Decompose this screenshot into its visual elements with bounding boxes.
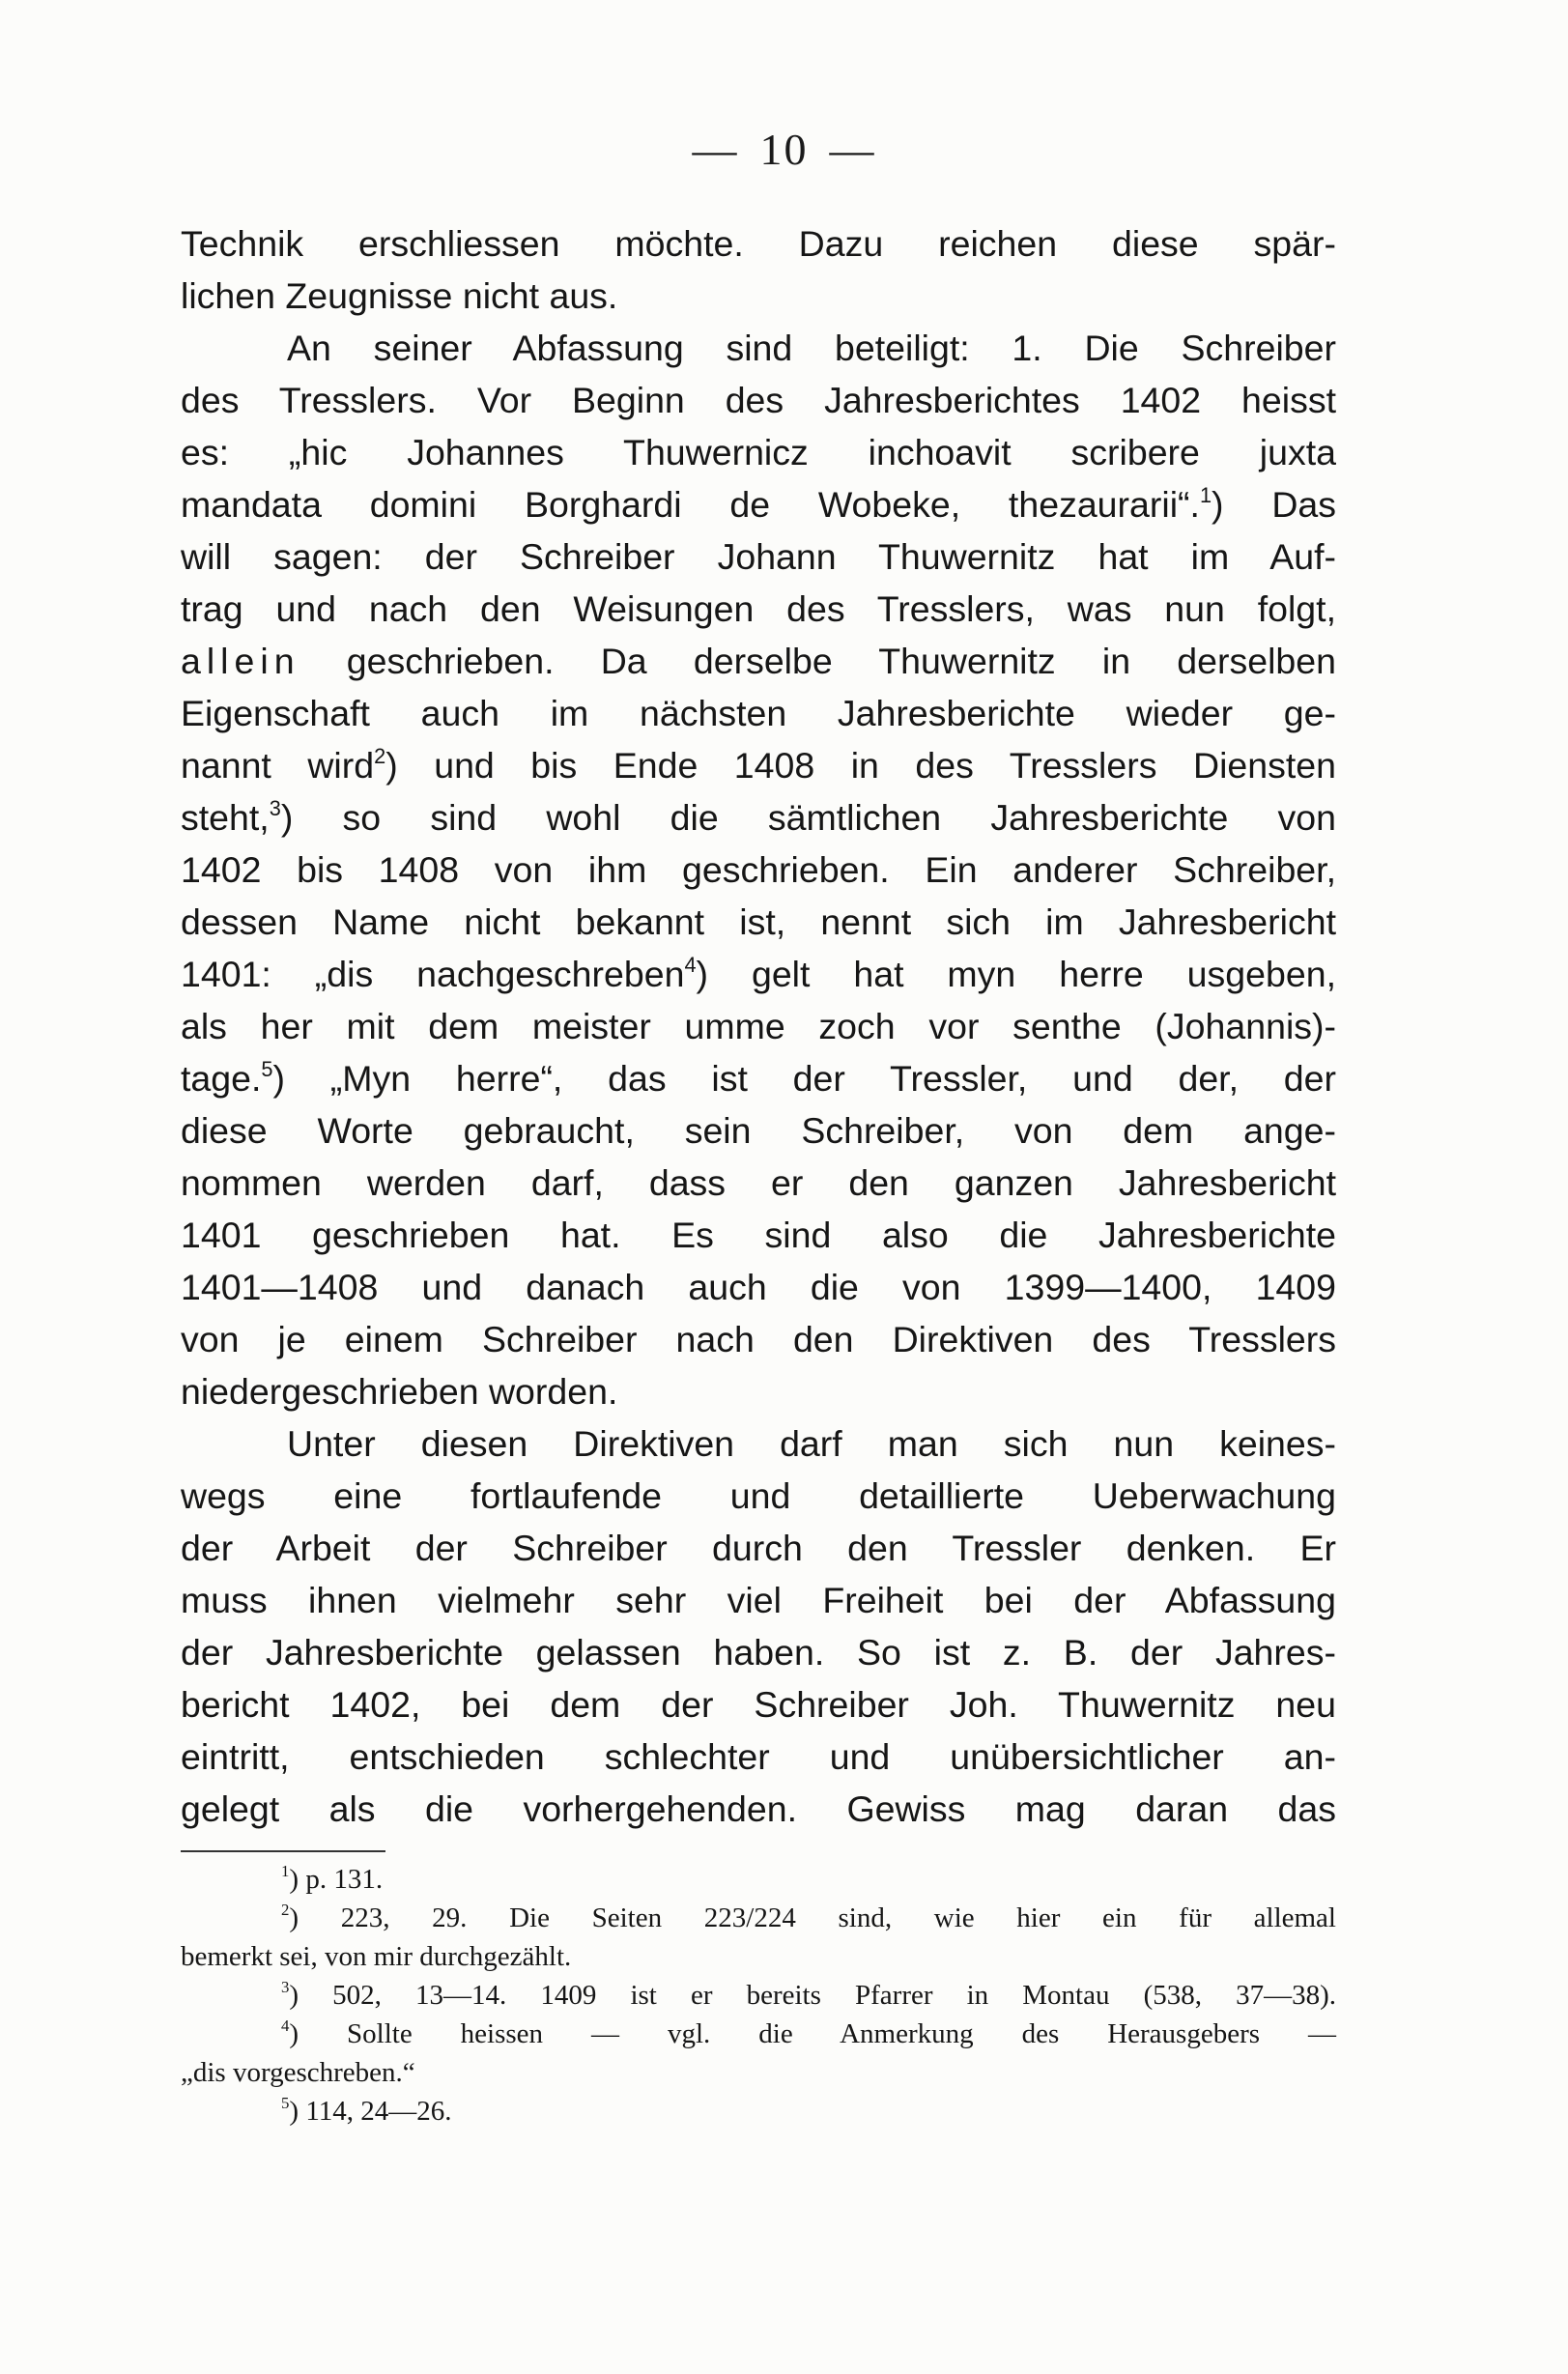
emphasized-word: allein [181,641,300,681]
text-line: muss ihnen vielmehr sehr viel Freiheit bei der Abfassung [181,1580,1336,1620]
footnote [181,1860,1336,1899]
footnote-reference: 3 [269,795,281,820]
text-line: der Arbeit der Schreiber durch den Tressler denken. Er [181,1528,1336,1568]
footnote-mark: 1 [281,1862,290,1881]
page-header [0,124,1568,175]
text-line: nommen werden darf, dass er den ganzen Jahresbericht [181,1162,1336,1203]
footnote-text: ) 114, 24—26. [289,2096,452,2127]
page-number: 10 [759,125,809,174]
text-line: des Tresslers. Vor Beginn des Jahresberichtes 1402 heisst [181,380,1336,420]
footnote-continuation: bemerkt sei, von mir durchgezählt. [181,1941,572,1972]
footnote-reference: 2 [374,743,386,768]
footnote-mark: 4 [281,2016,290,2036]
text-line: niedergeschrieben worden. [181,1371,618,1412]
footnote-divider [181,1850,385,1852]
text-fragment: steht, [181,797,270,838]
footnote-text: ) Sollte heissen — vgl. die Anmerkung des Herausgebers — [289,2018,1336,2049]
text-line: Unter diesen Direktiven darf man sich nun keines- [287,1423,1336,1464]
text-fragment: 1401: „dis nachgeschreben [181,954,685,994]
footnote [181,2015,1336,2053]
text-line: Technik erschliessen möchte. Dazu reichen diese spär- [181,223,1336,264]
footnote-reference: 4 [684,952,697,977]
text-line: dessen Name nicht bekannt ist, nennt sich im Jahresbericht [181,901,1336,942]
text-line: Eigenschaft auch im nächsten Jahresberichte wieder ge- [181,693,1336,733]
footnote-continuation: „dis vorgeschreben.“ [181,2057,415,2088]
footnote-mark: 3 [281,1978,290,1997]
text-line: 1401—1408 und danach auch die von 1399—1400, 1409 [181,1267,1336,1307]
text-fragment: ) Das [1212,484,1337,525]
footnote [181,1976,1336,2015]
footnote [181,2092,1336,2131]
header-dash-left: — [692,125,739,174]
footnote-reference: 1 [1199,482,1212,507]
text-line: 1401 geschrieben hat. Es sind also die Jahresberichte [181,1215,1336,1255]
text-line: der Jahresberichte gelassen haben. So ist z. B. der Jahres- [181,1632,1336,1673]
text-line [181,635,1336,687]
footnotes [181,1860,1336,2131]
text-fragment: tage. [181,1058,262,1099]
text-line [181,478,1336,530]
text-line: wegs eine fortlaufende und detaillierte Ueberwachung [181,1475,1336,1516]
text-line: gelegt als die vorhergehenden. Gewiss mag daran das [181,1788,1336,1829]
text-fragment: ) und bis Ende 1408 in des Tresslers Diensten [385,745,1336,786]
footnote-mark: 5 [281,2094,290,2113]
text-line: will sagen: der Schreiber Johann Thuwernitz hat im Auf- [181,536,1336,577]
text-line: 1402 bis 1408 von ihm geschrieben. Ein anderer Schreiber, [181,849,1336,890]
text-line: es: „hic Johannes Thuwernicz inchoavit scribere juxta [181,432,1336,472]
text-line [181,739,1336,791]
text-line: als her mit dem meister umme zoch vor senthe (Johannis)- [181,1006,1336,1046]
header-dash-right: — [829,125,876,174]
text-line: lichen Zeugnisse nicht aus. [181,275,618,316]
text-line [181,791,1336,844]
footnote [181,1899,1336,1937]
text-fragment: nannt wird [181,745,375,786]
main-text [181,217,1336,1835]
text-line: diese Worte gebraucht, sein Schreiber, von dem ange- [181,1110,1336,1151]
text-fragment: mandata domini Borghardi de Wobeke, thezaurarii“. [181,484,1200,525]
footnote-text: ) 223, 29. Die Seiten 223/224 sind, wie hier ein für allemal [289,1902,1336,1933]
footnote-text: ) p. 131. [289,1864,384,1895]
text-fragment: geschrieben. Da derselbe Thuwernitz in derselben [346,641,1336,681]
text-fragment: ) „Myn herre“, das ist der Tressler, und der, der [272,1058,1336,1099]
text-line: bericht 1402, bei dem der Schreiber Joh. Thuwernitz neu [181,1684,1336,1725]
text-fragment: ) gelt hat myn herre usgeben, [696,954,1336,994]
text-line: von je einem Schreiber nach den Direktiven des Tresslers [181,1319,1336,1359]
text-line: trag und nach den Weisungen des Tresslers, was nun folgt, [181,588,1336,629]
text-line: An seiner Abfassung sind beteiligt: 1. Die Schreiber [287,328,1336,368]
text-line [181,1052,1336,1104]
footnote-reference: 5 [261,1056,273,1081]
text-line [181,948,1336,1000]
footnote-text: ) 502, 13—14. 1409 ist er bereits Pfarrer in Montau (538, 37—38). [289,1980,1336,2011]
footnote-mark: 2 [281,1901,290,1920]
text-line: eintritt, entschieden schlechter und unübersichtlicher an- [181,1736,1336,1777]
text-fragment: ) so sind wohl die sämtlichen Jahresberichte von [280,797,1336,838]
